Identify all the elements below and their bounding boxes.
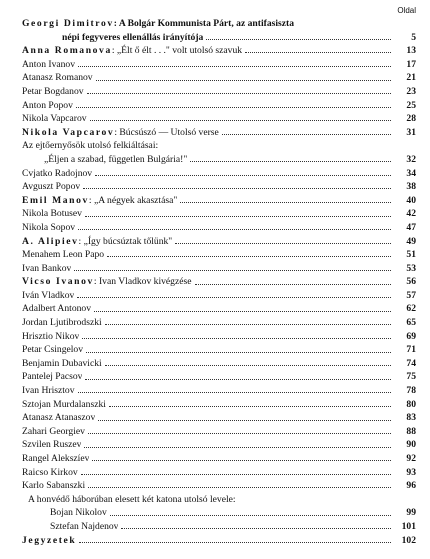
toc-entry-title	[22, 85, 84, 99]
dot-leader	[190, 161, 391, 162]
toc-entry-title	[22, 58, 75, 72]
toc-entry-text: népi fegyveres ellenállás irányítója	[62, 31, 204, 43]
toc-entry-page-number: 90	[406, 439, 416, 451]
toc-entry-text: Ivan Hrisztov	[22, 385, 75, 397]
toc-entry-title	[22, 493, 236, 507]
toc-entry-text: : „Így búcsúztak tőlünk"	[78, 235, 173, 247]
toc-entry	[22, 31, 416, 45]
toc-entry-title	[22, 520, 118, 534]
dot-leader	[85, 216, 391, 217]
toc-entry-text: Ivan Bankov	[22, 262, 72, 274]
dot-leader	[96, 80, 391, 81]
toc-entry-title	[22, 330, 79, 344]
toc-entry	[22, 112, 416, 126]
toc-entry	[22, 248, 416, 262]
toc-entry-page-number: 21	[406, 72, 416, 84]
table-of-contents	[22, 17, 416, 547]
toc-entry-title	[22, 194, 177, 208]
toc-entry-text: Karlo Sabanszki	[22, 480, 86, 492]
dot-leader	[180, 202, 391, 203]
toc-entry-page-number: 57	[406, 289, 416, 301]
toc-entry	[22, 167, 416, 181]
dot-leader	[94, 311, 391, 312]
toc-entry-text: Avguszt Popov	[22, 181, 81, 193]
toc-entry-page-number: 17	[406, 58, 416, 70]
toc-entry-title	[22, 207, 82, 221]
toc-entry-author: Nikola Vapcarov	[22, 126, 115, 138]
dot-leader	[86, 352, 391, 353]
dot-leader	[110, 515, 391, 516]
toc-entry-page-number: 42	[406, 208, 416, 220]
toc-entry	[22, 180, 416, 194]
toc-entry-text: Az ejtőernyősök utolsó felkiáltásai:	[22, 140, 159, 152]
toc-entry-title	[22, 452, 89, 466]
toc-entry-text: Atanasz Atanaszov	[22, 412, 96, 424]
toc-entry-text: Nikola Vapcarov	[22, 113, 87, 125]
toc-entry-text: Anton Ivanov	[22, 58, 76, 70]
toc-entry-text: Szvilen Ruszev	[22, 439, 82, 451]
dot-leader	[222, 134, 391, 135]
toc-entry-text: Sztefan Najdenov	[50, 520, 119, 532]
dot-leader	[92, 460, 391, 461]
toc-entry	[22, 235, 416, 249]
toc-entry-title	[22, 262, 71, 276]
toc-entry-title	[22, 466, 78, 480]
toc-entry-title	[22, 302, 91, 316]
toc-entry-text: „Éljen a szabad, független Bulgária!"	[44, 153, 188, 165]
toc-entry	[22, 425, 416, 439]
dot-leader	[105, 324, 391, 325]
toc-entry-text: : „Élt ő élt . . ." volt utolsó szavuk	[111, 45, 243, 57]
toc-entry	[22, 302, 416, 316]
toc-entry-title	[22, 357, 102, 371]
toc-entry-page-number: 28	[406, 113, 416, 125]
dot-leader	[79, 542, 391, 543]
toc-entry-page-number: 13	[406, 45, 416, 57]
toc-entry-page-number: 49	[406, 235, 416, 247]
dot-leader	[95, 175, 391, 176]
toc-entry-page-number: 56	[406, 276, 416, 288]
toc-entry-page-number: 31	[406, 126, 416, 138]
toc-entry	[22, 153, 416, 167]
toc-entry-page-number: 25	[406, 99, 416, 111]
toc-entry-page-number: 88	[406, 425, 416, 437]
toc-entry-title	[22, 506, 107, 520]
page-column-header: Oldal	[397, 6, 416, 15]
dot-leader	[105, 365, 391, 366]
toc-entry-page-number: 74	[406, 357, 416, 369]
toc-entry	[22, 194, 416, 208]
toc-entry-title	[22, 139, 158, 153]
dot-leader	[98, 420, 391, 421]
toc-entry-text: Nikola Sopov	[22, 221, 76, 233]
toc-entry-text: : A Bolgár Kommunista Párt, az antifasiszta	[113, 18, 294, 29]
toc-entry	[22, 139, 416, 153]
toc-entry-text: Bojan Nikolov	[50, 507, 107, 519]
toc-entry-page-number: 92	[406, 453, 416, 464]
toc-entry-title	[22, 398, 106, 412]
toc-entry-page-number: 65	[406, 317, 416, 329]
toc-entry-author: Jegyzetek	[22, 534, 77, 546]
toc-entry-title	[22, 316, 102, 330]
toc-entry-title	[22, 126, 219, 140]
toc-entry-text: Menahem Leon Papo	[22, 249, 105, 261]
dot-leader	[90, 120, 391, 121]
toc-entry	[22, 99, 416, 113]
dot-leader	[85, 379, 391, 380]
toc-entry-text: Cvjatko Radojnov	[22, 167, 93, 179]
toc-entry-title	[22, 167, 92, 181]
dot-leader	[83, 188, 391, 189]
toc-entry	[22, 207, 416, 221]
toc-entry-title	[22, 425, 85, 439]
toc-entry	[22, 466, 416, 480]
toc-entry	[22, 17, 416, 31]
dot-leader	[121, 528, 391, 529]
toc-entry-title	[22, 411, 95, 425]
toc-entry-page-number: 102	[401, 534, 416, 546]
toc-entry	[22, 126, 416, 140]
toc-entry	[22, 316, 416, 330]
toc-entry	[22, 44, 416, 58]
toc-entry-page-number: 5	[411, 31, 416, 43]
toc-entry-author: A. Alipiev	[22, 235, 79, 247]
toc-entry-page-number: 62	[406, 303, 416, 315]
toc-entry-text: Adalbert Antonov	[22, 303, 92, 315]
toc-entry	[22, 58, 416, 72]
toc-entry-title	[22, 112, 87, 126]
toc-entry-title	[22, 275, 192, 289]
dot-leader	[88, 433, 391, 434]
toc-entry-text: A honvédő háborúban elesett két katona utolsó levele:	[28, 493, 236, 505]
toc-entry	[22, 438, 416, 452]
toc-entry	[22, 275, 416, 289]
dot-leader	[82, 338, 391, 339]
toc-entry-title	[22, 17, 294, 31]
toc-entry	[22, 411, 416, 425]
toc-entry-text: : Búcsúszó — Utolsó verse	[114, 126, 219, 138]
dot-leader	[206, 39, 391, 40]
toc-entry-text: Pantelej Pacsov	[22, 371, 83, 383]
toc-entry-text: Iván Vladkov	[22, 289, 75, 301]
toc-entry-page-number: 69	[406, 330, 416, 342]
toc-entry	[22, 85, 416, 99]
toc-entry-page-number: 23	[406, 85, 416, 97]
toc-entry	[22, 506, 416, 520]
toc-entry	[22, 534, 416, 548]
toc-entry	[22, 493, 416, 507]
toc-entry-page-number: 78	[406, 385, 416, 397]
toc-entry-author: Emil Manov	[22, 194, 89, 206]
toc-entry-page-number: 47	[406, 221, 416, 233]
toc-entry-title	[22, 71, 93, 85]
toc-entry-text: Raicso Kirkov	[22, 466, 78, 478]
dot-leader	[87, 93, 391, 94]
toc-entry	[22, 398, 416, 412]
toc-entry-title	[22, 44, 242, 58]
toc-entry-text: Petar Csingelov	[22, 344, 84, 356]
toc-entry-text: Hrisztio Nikov	[22, 330, 80, 342]
toc-entry-text: Nikola Botusev	[22, 208, 82, 220]
toc-entry-title	[22, 289, 74, 303]
dot-leader	[175, 243, 391, 244]
toc-entry-title	[22, 384, 75, 398]
dot-leader	[88, 487, 391, 488]
dot-leader	[78, 392, 392, 393]
toc-entry-text: Petar Bogdanov	[22, 85, 84, 97]
toc-entry	[22, 479, 416, 493]
dot-leader	[245, 52, 391, 53]
dot-leader	[78, 66, 391, 67]
dot-leader	[109, 406, 391, 407]
toc-entry-text: Anton Popov	[22, 99, 73, 111]
toc-entry-page-number: 75	[406, 371, 416, 383]
toc-entry	[22, 384, 416, 398]
toc-entry	[22, 262, 416, 276]
toc-entry	[22, 370, 416, 384]
toc-entry-title	[22, 248, 104, 262]
toc-entry-title	[22, 438, 81, 452]
toc-entry-page-number: 38	[406, 181, 416, 193]
dot-leader	[76, 107, 391, 108]
toc-entry-author: Georgi Dimitrov	[22, 18, 114, 29]
toc-entry-page-number: 53	[406, 262, 416, 274]
toc-entry-page-number: 99	[406, 507, 416, 519]
toc-entry-text: Atanasz Romanov	[22, 72, 93, 84]
dot-leader	[77, 297, 391, 298]
toc-entry-text: Jordan Ljutibrodszki	[22, 317, 102, 329]
dot-leader	[78, 229, 391, 230]
toc-entry	[22, 357, 416, 371]
dot-leader	[74, 270, 391, 271]
toc-entry-title	[22, 31, 203, 45]
toc-entry	[22, 221, 416, 235]
toc-entry-page-number: 93	[406, 466, 416, 478]
toc-entry	[22, 330, 416, 344]
toc-entry-page-number: 71	[406, 344, 416, 356]
toc-entry-author: Vicso Ivanov	[22, 276, 94, 288]
toc-entry-page-number: 34	[406, 167, 416, 179]
toc-entry-page-number: 80	[406, 398, 416, 410]
toc-entry-page-number: 51	[406, 249, 416, 261]
dot-leader	[84, 447, 391, 448]
toc-entry-page-number: 83	[406, 412, 416, 424]
toc-entry-author: Anna Romanova	[22, 45, 112, 57]
dot-leader	[107, 256, 391, 257]
toc-entry	[22, 520, 416, 534]
toc-entry-page-number: 96	[406, 480, 416, 492]
toc-entry-text: Zahari Georgiev	[22, 425, 85, 437]
toc-entry-text: Benjamin Dubavicki	[22, 357, 102, 369]
toc-entry	[22, 343, 416, 357]
toc-entry	[22, 71, 416, 85]
dot-leader	[81, 474, 391, 475]
toc-entry-title	[22, 534, 76, 548]
toc-entry-title	[22, 99, 73, 113]
toc-entry-page-number: 101	[401, 520, 416, 532]
toc-entry-title	[22, 479, 85, 493]
toc-entry-page-number: 40	[406, 194, 416, 206]
dot-leader	[195, 284, 392, 285]
toc-entry-text: : Ivan Vladkov kivégzése	[93, 276, 192, 288]
toc-entry-text: Rangel Alekszíev	[22, 453, 90, 464]
toc-entry	[22, 289, 416, 303]
toc-entry-title	[22, 370, 82, 384]
toc-entry	[22, 452, 416, 466]
toc-entry-title	[22, 343, 83, 357]
toc-entry-page-number: 32	[406, 153, 416, 165]
toc-entry-text: : „A négyek akasztása"	[88, 194, 178, 206]
toc-entry-title	[22, 221, 75, 235]
toc-entry-title	[22, 153, 187, 167]
toc-entry-title	[22, 180, 80, 194]
toc-entry-text: Sztojan Murdalanszki	[22, 398, 106, 410]
toc-entry-title	[22, 235, 172, 249]
